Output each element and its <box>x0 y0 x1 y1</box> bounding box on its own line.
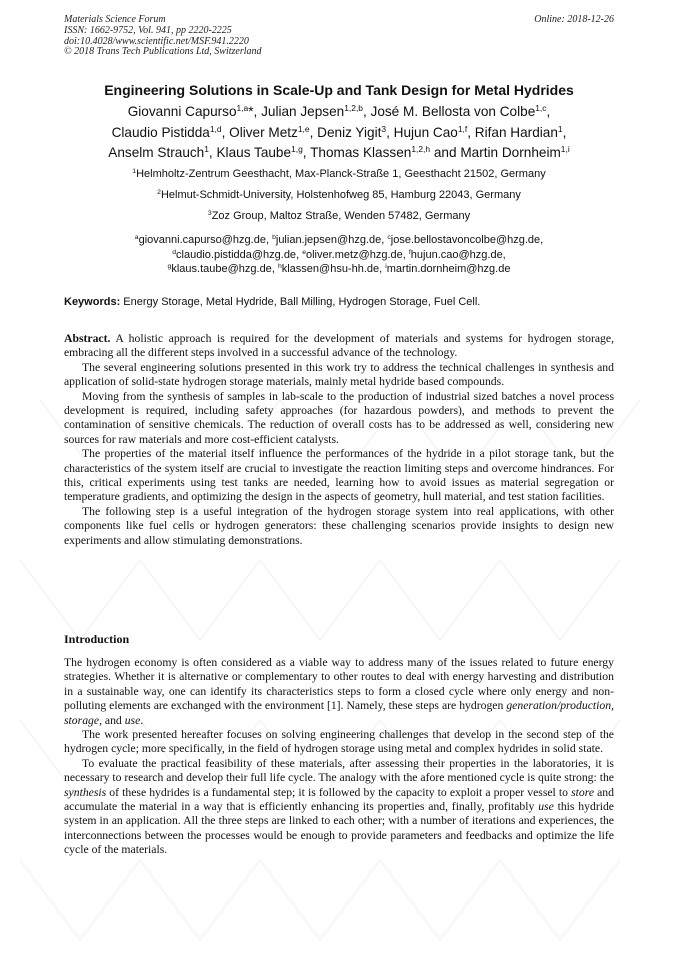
affiliation: $^1$Helmholtz-Zentrum Geesthacht, Max-Planck-Straße 1, Geesthacht 21502, Germany <box>132 168 546 180</box>
author: Giovanni Capurso$^{1,a}$*, <box>127 103 262 119</box>
email: $^b$julian.jepsen@hzg.de, <box>272 234 388 246</box>
keywords <box>64 296 614 308</box>
journal-doi: doi:10.4028/www.scientific.net/MSF.941.2220 <box>64 35 249 47</box>
keywords-label: Keywords: <box>64 296 121 308</box>
section-heading-introduction: Introduction <box>64 632 130 646</box>
abstract-label: Abstract. <box>64 332 111 345</box>
paper-title: Engineering Solutions in Scale-Up and Tank Design for Metal Hydrides <box>104 82 574 98</box>
email: $^c$jose.bellostavoncolbe@hzg.de, <box>387 234 544 246</box>
keywords-text: Energy Storage, Metal Hydride, Ball Milling, Hydrogen Storage, Fuel Cell. <box>120 296 481 308</box>
abstract-paragraph: Abstract. A holistic approach is required for the development of materials and systems for hydrogen storage, embracing all the different steps involved in a successful advance of the technology. <box>64 332 614 360</box>
email: $^a$giovanni.capurso@hzg.de, <box>134 234 273 246</box>
abstract <box>64 332 614 548</box>
email: $^h$klassen@hsu-hh.de, <box>277 263 386 275</box>
author: Julian Jepsen$^{1,2,b}$, <box>261 103 371 119</box>
author: Klaus Taube$^{1,g}$, <box>216 144 311 160</box>
email: $^g$klaus.taube@hzg.de, <box>167 263 278 275</box>
author: Rifan Hardian$^1$, <box>474 123 567 140</box>
email-list <box>40 233 638 277</box>
email: $^d$claudio.pistidda@hzg.de, <box>172 248 303 261</box>
intro-paragraph: The hydrogen economy is often considered as a viable way to address many of the issues related to future energy strategies. Whether it is alternative or complementary to other routes to deal with energy harvesting and distribution in a sustainable way, one can identify its characteristics steps to form a closed cycle where only energy and non-polluting elements are exchanged with the environment [1]. Namely, these steps are hydrogen generation/production, storage, and use. <box>64 656 614 727</box>
author: Anselm Strauch$^1$, <box>108 144 217 160</box>
author: Hujun Cao$^{1,f}$, <box>393 123 475 140</box>
abstract-paragraph: The properties of the material itself influence the performances of the hydride in a pilot storage tank, but the characteristics of the system itself are crucial to investigate the reaction limiting steps and overcome hindrances. For this, critical experiments using test tanks are needed, learning how to avoid issues as material segregation or temperature gradients, and optimizing the design in the aspects of geometry, hull material, and test station facilities. <box>64 447 614 504</box>
journal-copyright: © 2018 Trans Tech Publications Ltd, Switzerland <box>64 46 262 58</box>
email: $^f$hujun.cao@hzg.de, <box>408 248 506 261</box>
journal-header <box>64 15 614 58</box>
online-date: Online: 2018-12-26 <box>534 14 614 25</box>
author: José M. Bellosta von Colbe$^{1,c}$, <box>370 103 551 119</box>
affiliation: $^3$Zoz Group, Maltoz Straße, Wenden 57482, Germany <box>207 210 471 222</box>
abstract-paragraph: The several engineering solutions presented in this work try to address the technical challenges in synthesis and application of solid-state hydrogen storage materials, mainly metal hydride based compounds. <box>64 360 614 389</box>
abstract-paragraph: The following step is a useful integration of the hydrogen storage system into real applications, with other components like fuel cells or hydrogen generators: these challenging scenarios provide insights to design new experiments and allow stimulating demonstrations. <box>64 504 614 547</box>
email: $^e$oliver.metz@hzg.de, <box>302 248 409 261</box>
author: Deniz Yigit$^3$, <box>317 123 394 140</box>
intro-paragraph: The work presented hereafter focuses on solving engineering challenges that develop in the second step of the hydrogen cycle; more specifically, in the field of hydrogen storage using metal and complex hydrides in solid state. <box>64 728 614 756</box>
intro-paragraph: To evaluate the practical feasibility of these materials, after assessing their properties in the laboratories, it is necessary to research and develop their full life cycle. The analogy with the afore mentioned cycle is quite strong: the synthesis of these hydrides is a fundamental step; it is followed by the capacity to exploit a proper vessel to store and accumulate the material in a way that is efficiently enhancing its properties and, finally, profitably use this hydride system in an application. All the three steps are linked to each other; with a number of iterations and experiences, the interconnections between the processes would be enough to provide parameters and feedbacks and optimize the life cycle of the materials. <box>64 756 614 857</box>
journal-name: Materials Science Forum <box>64 14 166 25</box>
abstract-paragraph: Moving from the synthesis of samples in lab-scale to the production of industrial sized batches a novel process development is required, including safety approaches (for hazardous powders), and methods to prevent the contamination of sensitive chemicals. The reduction of overall costs has to be addressed as well, considering new sources for raw materials and more cost-efficient catalysts. <box>64 389 614 446</box>
email: $^i$martin.dornheim@hzg.de <box>385 263 511 275</box>
author-list <box>40 102 638 164</box>
author: Martin Dornheim$^{1,i}$ <box>460 144 570 160</box>
affiliation: $^2$Helmut-Schmidt-University, Holstenhofweg 85, Hamburg 22043, Germany <box>157 189 521 201</box>
journal-issn: ISSN: 1662-9752, Vol. 941, pp 2220-2225 <box>64 24 232 36</box>
author: Oliver Metz$^{1,e}$, <box>229 123 318 140</box>
author: Claudio Pistidda$^{1,d}$, <box>111 123 230 140</box>
introduction-body <box>64 656 614 858</box>
author: Thomas Klassen$^{1,2,h}$ and <box>310 144 461 160</box>
